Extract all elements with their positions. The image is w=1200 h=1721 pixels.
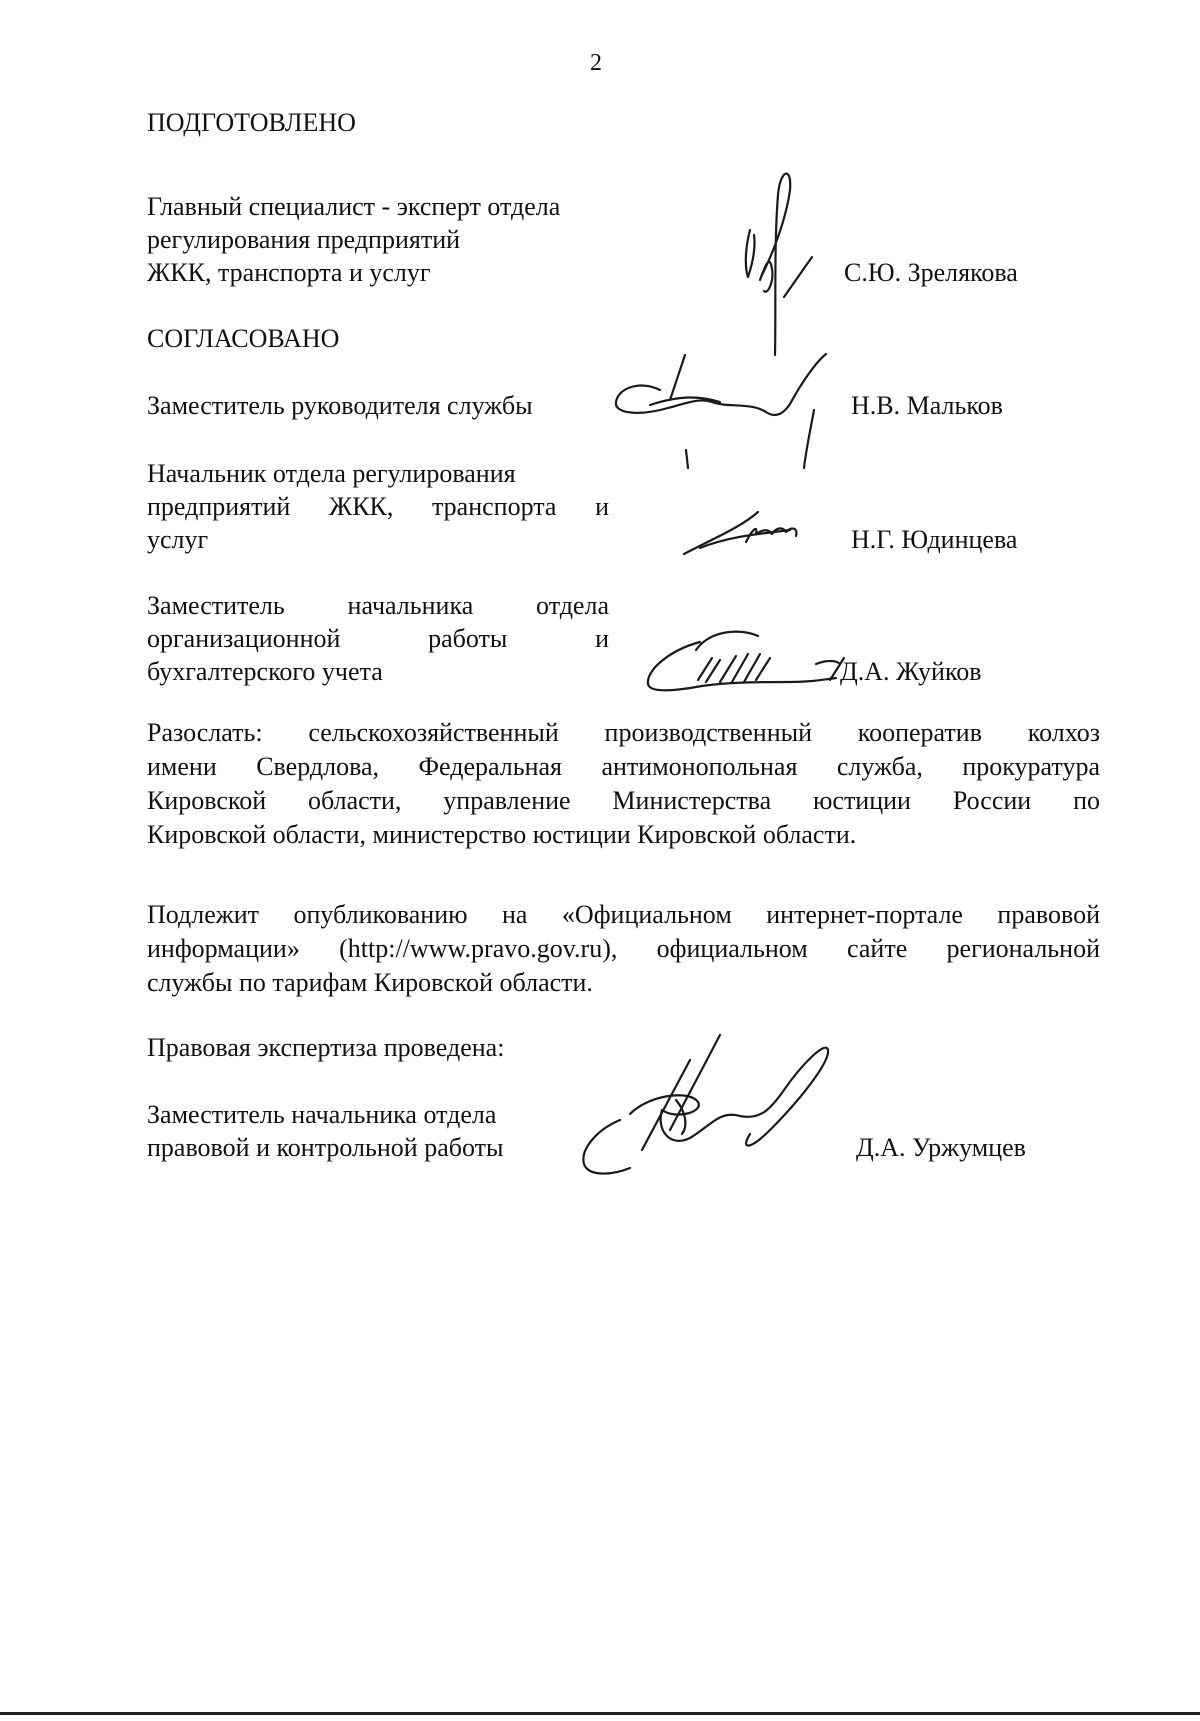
legal-review-name: Д.А. Уржумцев bbox=[856, 1133, 1026, 1162]
agreed-position-line: Начальник отдела регулирования bbox=[147, 459, 516, 488]
legal-review-heading: Правовая экспертиза проведена: bbox=[147, 1033, 505, 1062]
legal-review-position-line: Заместитель начальника отдела bbox=[147, 1100, 497, 1129]
signature-yudintseva bbox=[680, 500, 810, 560]
distribution-line: имени Свердлова, Федеральная антимонопольная служба, прокуратура bbox=[147, 752, 1100, 781]
publication-line: Подлежит опубликованию на «Официальном интернет-портале правовой bbox=[147, 900, 1100, 929]
distribution-line: Разослать: сельскохозяйственный производственный кооператив колхоз bbox=[147, 718, 1100, 747]
page-bottom-rule bbox=[0, 1712, 1200, 1715]
agreed-name: Д.А. Жуйков bbox=[840, 657, 982, 686]
distribution-line: Кировской области, министерство юстиции Кировской области. bbox=[147, 820, 857, 849]
signature-urzhumtsev bbox=[570, 1030, 860, 1180]
prepared-name: С.Ю. Зрелякова bbox=[844, 258, 1018, 287]
signature-zhuykov bbox=[640, 620, 860, 700]
signature-malkov bbox=[610, 350, 860, 480]
prepared-position-line: ЖКК, транспорта и услуг bbox=[147, 258, 431, 287]
agreed-position-line: организационной работы и bbox=[147, 624, 609, 653]
agreed-name: Н.В. Мальков bbox=[851, 391, 1003, 420]
legal-review-position-line: правовой и контрольной работы bbox=[147, 1133, 504, 1162]
page-number: 2 bbox=[590, 50, 602, 76]
publication-line: информации» (http://www.pravo.gov.ru), официальном сайте региональной bbox=[147, 934, 1100, 963]
agreed-name: Н.Г. Юдинцева bbox=[851, 525, 1018, 554]
signature-zrelyakova bbox=[720, 165, 830, 365]
prepared-position-line: регулирования предприятий bbox=[147, 225, 461, 254]
agreed-heading: СОГЛАСОВАНО bbox=[147, 324, 340, 353]
publication-line: службы по тарифам Кировской области. bbox=[147, 968, 593, 997]
prepared-position-line: Главный специалист - эксперт отдела bbox=[147, 192, 561, 221]
agreed-position-line: Заместитель руководителя службы bbox=[147, 391, 533, 420]
distribution-line: Кировской области, управление Министерства юстиции России по bbox=[147, 786, 1100, 815]
prepared-heading: ПОДГОТОВЛЕНО bbox=[147, 108, 356, 137]
agreed-position-line: Заместитель начальника отдела bbox=[147, 591, 609, 620]
agreed-position-line: предприятий ЖКК, транспорта и bbox=[147, 492, 609, 521]
agreed-position-line: услуг bbox=[147, 525, 209, 554]
agreed-position-line: бухгалтерского учета bbox=[147, 657, 383, 686]
